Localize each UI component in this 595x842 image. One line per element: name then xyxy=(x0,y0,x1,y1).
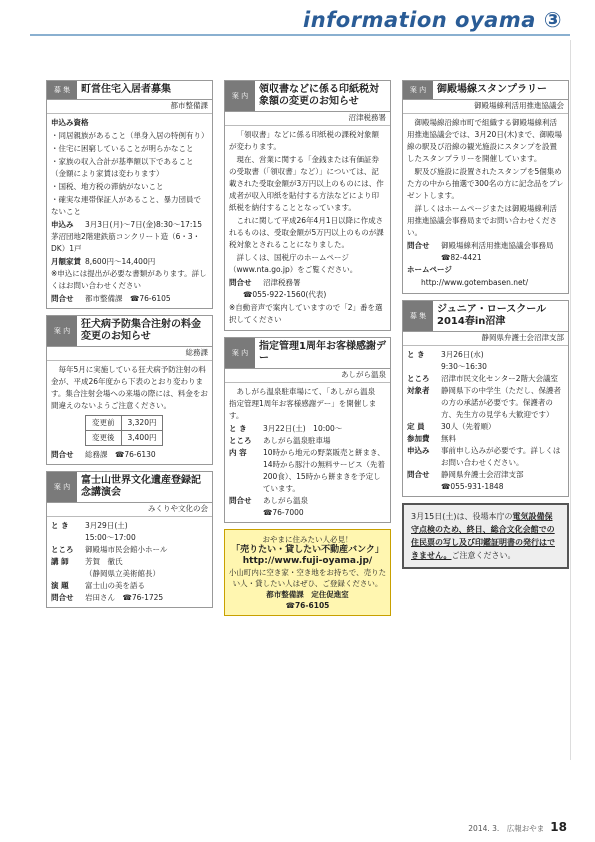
section-heading: 申込み資格 xyxy=(51,118,89,127)
article-title: 狂犬病予防集合注射の料金変更のお知らせ xyxy=(81,319,201,342)
note: ※申込には提出が必要な書類があります。詳しくはお問い合わせください xyxy=(51,269,207,290)
article-body: 毎年5月に実施している狂犬病予防注射の料金が、平成26年度から下表のとおり変わります。集合注射会場への来場の際には、料金をお間違えのないようご注意ください。 xyxy=(51,365,208,410)
department: 静岡県弁護士会沼津支部 xyxy=(403,332,568,346)
rabies-fee-article: 案 内 狂犬病予防集合注射の料金変更のお知らせ 総務課 毎年5月に実施している狂犬病予防注射の料金が、平成26年度から下表のとおり変わります。集合注射会場への来場の際には、料金をお間違えのないようご注意ください。 変更前 3,320円 変更後 3,400円 問合せ 総務課 ☎76-6130 xyxy=(46,315,213,465)
department: 御殿場線利活用推進協議会 xyxy=(403,100,568,114)
department: 総務課 xyxy=(47,347,212,361)
list-item: ・住宅に困窮していることが明らかなこと xyxy=(51,144,194,153)
onsen-thanks-day-article: 案 内 指定管理1周年お客様感謝デー あしがら温泉 あしがら温泉駐車場にて、「あしがら温泉 指定管理1周年お客様感謝デー」を開催します。 と き 3月22日(土) 10:00〜 ところ あしがら温泉駐車場 内 容 10時から地元の野菜販売と餅まき、14時から豚汁の無料サービス（先着200食）、15時から餅まきを予定しています。 問合せ あしがら温泉 ☎76-7000 xyxy=(224,337,391,523)
ad-url-link[interactable]: http://www.fuji-oyama.jp/ xyxy=(242,556,373,566)
note: ※自動音声で案内していますので「2」番を選択してください xyxy=(229,303,383,324)
department: 沼津税務署 xyxy=(225,112,390,126)
article-title: 御殿場線スタンプラリー xyxy=(437,84,547,95)
column-1 xyxy=(46,80,213,614)
table-row: 変更後 3,400円 xyxy=(86,431,163,446)
page-header xyxy=(30,6,570,36)
list-item: ・国税、地方税の滞納がないこと xyxy=(51,182,164,191)
list-item: ・家族の収入合計が基準額以下であること（金額により家賃は変わります） xyxy=(51,157,194,178)
page-footer: 2014. 3. 広報おやま 18 xyxy=(468,820,567,834)
department: 都市整備課 xyxy=(47,100,212,114)
article-title: 領収書などに係る印紙税対象額の変更のお知らせ xyxy=(259,84,379,107)
junior-law-school-article: 募 集 ジュニア・ロースクール2014春in沼津 静岡県弁護士会沼津支部 と き 3月26日(水) 9:30〜16:30 ところ 沼津市民文化センター2階大会議室 対象者 静岡県下の中学生（ただし、保護者の方の承諾が必要です。保護者の方、先生方の見学も大歓迎です） 定 員 30人（先着順） 参加費 無料 申込み 事前申し込みが必要です。詳しくはお問い合わせください。 問合せ 静岡県弁護士会沼津支部 ☎055-931-1848 xyxy=(402,300,569,497)
homepage-link[interactable]: http://www.gotembasen.net/ xyxy=(421,278,529,287)
list-item: ・確実な連帯保証人があること、暴力団員でないこと xyxy=(51,195,201,216)
category-tag: 案 内 xyxy=(403,81,433,99)
category-tag: 案 内 xyxy=(225,338,255,368)
department: あしがら温泉 xyxy=(225,369,390,383)
article-title: 指定管理1周年お客様感謝デー xyxy=(259,341,386,364)
office-closure-notice: 3月15日(土)は、役場本庁の電気設備保守点検のため、終日、総合文化会館での住民票の写し及び印鑑証明書の発行はできません。ご注意ください。 xyxy=(402,503,569,569)
category-tag: 案 内 xyxy=(225,81,255,111)
category-tag: 募 集 xyxy=(47,81,77,99)
column-2 xyxy=(224,80,391,616)
category-tag: 案 内 xyxy=(47,472,77,502)
housing-recruitment-article: 募 集 町営住宅入居者募集 都市整備課 申込み資格 ・同居親族があること（単身入居の特例有り） ・住宅に困窮していることが明らかなこと ・家族の収入合計が基準額以下であること（金額により家賃は変わります） ・国税、地方税の滞納がないこと ・確実な連帯保証人があること、暴力団員でないこと 申込み 3月3日(月)〜7日(金)8:30〜17:15 茅沼団地2階建鉄筋コンクリート造（6・3・DK）1戸 月額家賃 8,600円〜14,400円 ※申込には提出が必要な書類があります。詳しくはお問い合わせください 問合せ 都市整備課 ☎76-6105 xyxy=(46,80,213,309)
article-title: 富士山世界文化遺産登録記念講演会 xyxy=(81,475,201,498)
article-title: ジュニア・ロースクール2014春in沼津 xyxy=(437,304,547,327)
category-tag: 案 内 xyxy=(47,316,77,346)
page-title: information oyama ③ xyxy=(303,8,562,32)
department: みくりや文化の会 xyxy=(47,503,212,517)
column-3 xyxy=(402,80,569,569)
list-item: ・同居親族があること（単身入居の特例有り） xyxy=(51,131,209,140)
page-number: 18 xyxy=(550,820,567,834)
category-tag: 募 集 xyxy=(403,301,433,331)
article-title: 町営住宅入居者募集 xyxy=(81,84,171,95)
housing-info: 茅沼団地2階建鉄筋コンクリート造（6・3・DK）1戸 xyxy=(51,232,201,253)
stamp-duty-article: 案 内 領収書などに係る印紙税対象額の変更のお知らせ 沼津税務署 「領収書」などに係る印紙税の課税対象額が変わります。 現在、営業に関する「金銭または有価証券の受取書（「領収書」など）」については、記載された受取金額が3万円以上のものには、作成者が収入印紙を貼付する方法などにより印紙税を納付することとなっています。 これに関して平成26年4月1日以降に作成されるものは、受取金額が5万円以上のものが課税対象とされることになりました。 詳しくは、国税庁のホームページ（www.nta.go.jp）をご覧ください。 問合せ 沼津税務署 ☎055-922-1560(代表) ※自動音声で案内していますので「2」番を選択してください xyxy=(224,80,391,331)
fuji-lecture-article: 案 内 富士山世界文化遺産登録記念講演会 みくりや文化の会 と き 3月29日(土) 15:00〜17:00 ところ 御殿場市民会館小ホール 講 師 芳賀 徹氏 （静岡県立美術館長） 演 題 富士山の美を語る 問合せ 岩田さん ☎76-1725 xyxy=(46,471,213,608)
fee-table xyxy=(85,415,163,446)
table-row: 変更前 3,320円 xyxy=(86,416,163,431)
property-bank-ad: おやまに住みたい人必見！ 「売りたい・貸したい不動産バンク」 http://www.fuji-oyama.jp/ 小山町内に空き家・空き地をお持ちで、売りたい人・貸したい人はぜひ、ご登録ください。 都市整備課 定住促進室 ☎76-6105 xyxy=(224,529,391,616)
stamp-rally-article: 案 内 御殿場線スタンプラリー 御殿場線利活用推進協議会 御殿場線沿線市町で組織する御殿場線利活用推進協議会では、3月20日(木)まで、御殿場線の駅及び沿線の観光施設にスタンプを設置したスタンプラリーを開催しています。 駅及び施設に設置されたスタンプを5個集めた方の中から抽選で300名の方に記念品をプレゼントします。 詳しくはホームページまたは御殿場線利活用推進協議会事務局までお問い合わせください。 問合せ 御殿場線利活用推進協議会事務局 ☎82-4421 ホームページ http://www.gotembasen.net/ xyxy=(402,80,569,294)
